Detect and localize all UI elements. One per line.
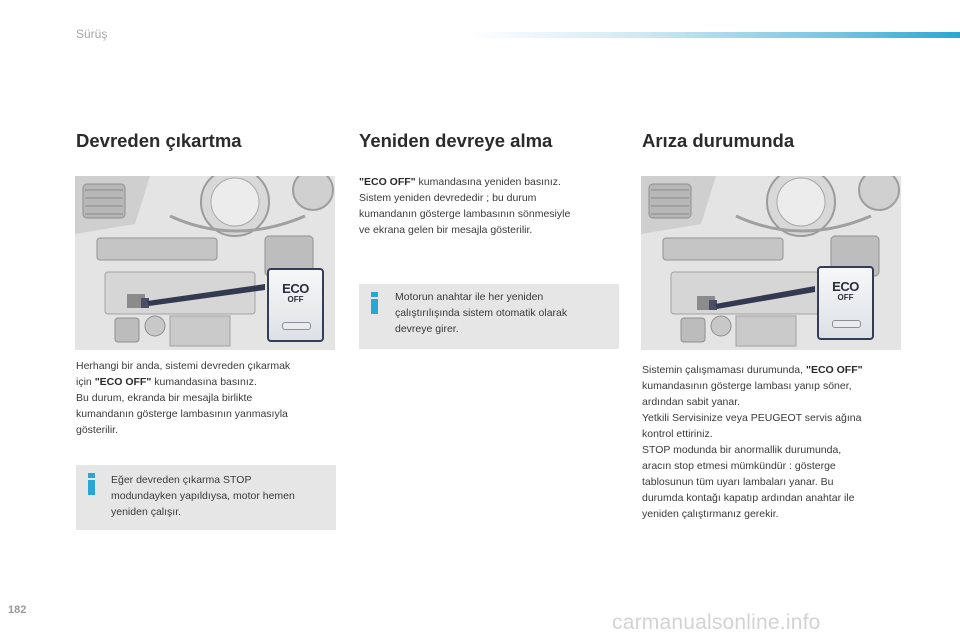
- indicator-lamp: [832, 320, 861, 328]
- column-title-malfunction: Arıza durumunda: [642, 130, 795, 151]
- info-box-disable: [76, 465, 336, 530]
- text-line: gösterilir.: [76, 424, 119, 436]
- column-title-disable: Devreden çıkartma: [76, 130, 242, 151]
- indicator-lamp: [282, 322, 311, 330]
- text-line: modundayken yapıldıysa, motor hemen: [111, 490, 295, 502]
- text-line: durumda kontağı kapatıp ardından anahtar ile: [642, 492, 855, 504]
- header-accent-bar: [470, 32, 960, 38]
- watermark: carmanualsonline.info: [612, 611, 821, 634]
- eco-off-button-closeup: [267, 268, 324, 342]
- text-line: STOP modunda bir anormallik durumunda,: [642, 444, 842, 456]
- page-number: 182: [8, 604, 27, 616]
- text-line: Sistemin çalışmaması durumunda, "ECO OFF": [642, 364, 863, 376]
- eco-label: ECO: [282, 281, 309, 296]
- text-line: çalıştırılışında sistem otomatik olarak: [395, 307, 568, 319]
- text-line: kumandasının gösterge lambası yanıp söner,: [642, 380, 852, 392]
- dashboard-photo-disable: [75, 176, 335, 350]
- text-line: için "ECO OFF" kumandasına basınız.: [76, 376, 257, 388]
- text-line: Herhangi bir anda, sistemi devreden çıkarmak: [76, 360, 291, 372]
- info-icon: [370, 292, 379, 314]
- eco-label: ECO: [832, 279, 859, 294]
- text-line: tablosunun tüm uyarı lambaları yanar. Bu: [642, 476, 834, 488]
- text-line: Yetkili Servisinize veya PEUGEOT servis ağına: [642, 412, 862, 424]
- off-label: OFF: [837, 293, 854, 302]
- eco-off-button-closeup: [817, 266, 874, 340]
- text-line: ardından sabit yanar.: [642, 396, 741, 408]
- text-line: Bu durum, ekranda bir mesajla birlikte: [76, 392, 253, 404]
- info-icon: [87, 473, 96, 495]
- dashboard-photo-malfunction: [641, 176, 901, 350]
- text-line: aracın stop etmesi mümkündür : gösterge: [642, 460, 836, 472]
- text-line: yeniden çalıştırmanız gerekir.: [642, 508, 779, 520]
- paragraph-malfunction: [642, 362, 912, 522]
- section-label: Sürüş: [76, 27, 108, 41]
- off-label: OFF: [287, 295, 304, 304]
- text-line: kumandanın gösterge lambasının yanmasıyla: [76, 408, 288, 420]
- text-line: kumandanın gösterge lambasının sönmesiyle: [359, 208, 571, 220]
- paragraph-disable: [76, 358, 341, 438]
- text-line: "ECO OFF" kumandasına yeniden basınız.: [359, 176, 561, 188]
- info-box-reenable: [359, 284, 619, 349]
- text-line: ve ekrana gelen bir mesajla gösterilir.: [359, 224, 533, 236]
- text-line: Motorun anahtar ile her yeniden: [395, 291, 544, 303]
- text-line: devreye girer.: [395, 323, 459, 335]
- column-title-reenable: Yeniden devreye alma: [359, 130, 553, 151]
- paragraph-reenable: [359, 174, 624, 238]
- text-line: kontrol ettiriniz.: [642, 428, 713, 440]
- text-line: Sistem yeniden devrededir ; bu durum: [359, 192, 537, 204]
- text-line: yeniden çalışır.: [111, 506, 182, 518]
- text-line: Eğer devreden çıkarma STOP: [111, 474, 252, 486]
